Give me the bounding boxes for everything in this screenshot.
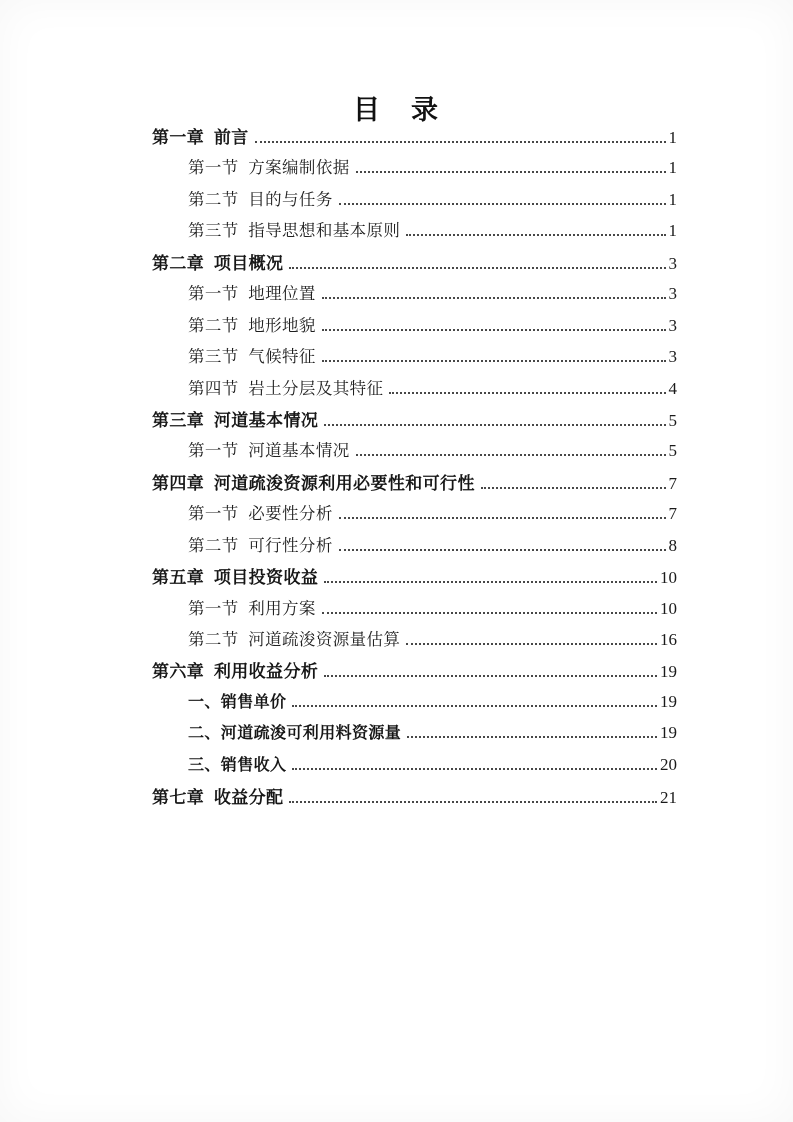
toc-entry-label: 第二章 项目概况	[152, 253, 284, 273]
toc-entry-page-number: 3	[668, 253, 677, 273]
toc-entry	[0, 437, 793, 468]
toc-list	[0, 123, 793, 815]
dot-leader	[324, 581, 657, 583]
toc-entry-page-number: 1	[668, 189, 677, 209]
toc-entry-label: 第四章 河道疏浚资源利用必要性和可行性	[152, 473, 475, 493]
toc-entry	[0, 752, 793, 783]
dot-leader	[339, 549, 666, 551]
toc-entry-page-number: 3	[668, 284, 677, 304]
toc-entry-label: 第一节 利用方案	[188, 598, 316, 618]
toc-entry	[0, 563, 793, 594]
toc-entry-page-number: 19	[660, 691, 677, 711]
toc-entry	[0, 469, 793, 500]
dot-leader	[292, 768, 657, 770]
dot-leader	[255, 141, 666, 143]
toc-entry-page-number: 3	[668, 347, 677, 367]
toc-entry-page-number: 1	[668, 128, 677, 147]
dot-leader	[356, 454, 666, 456]
toc-entry-label: 第一节 必要性分析	[188, 504, 333, 524]
page-title: 目 录	[353, 95, 440, 125]
toc-entry	[0, 500, 793, 531]
dot-leader	[324, 675, 657, 677]
toc-entry	[0, 123, 793, 154]
dot-leader	[356, 171, 666, 173]
toc-entry-label: 第三章 河道基本情况	[152, 410, 319, 430]
dot-leader	[289, 801, 657, 803]
toc-entry-page-number: 16	[660, 630, 677, 649]
toc-entry	[0, 154, 793, 185]
toc-entry-label: 第三节 指导思想和基本原则	[188, 221, 401, 241]
toc-entry-page-number: 8	[668, 535, 677, 555]
toc-entry-label: 第一节 方案编制依据	[188, 158, 350, 178]
dot-leader	[289, 267, 665, 269]
toc-entry	[0, 186, 793, 217]
dot-leader	[389, 392, 665, 394]
toc-entry-label: 第二节 目的与任务	[188, 189, 333, 209]
dot-leader	[322, 297, 666, 299]
toc-entry	[0, 217, 793, 248]
toc-entry-label: 第一章 前言	[152, 128, 249, 147]
dot-leader	[339, 517, 666, 519]
toc-entry-label: 第二节 可行性分析	[188, 535, 333, 555]
toc-entry-label: 第七章 收益分配	[152, 788, 284, 808]
toc-entry	[0, 657, 793, 688]
dot-leader	[292, 705, 657, 707]
toc-entry	[0, 532, 793, 563]
toc-entry-label: 第五章 项目投资收益	[152, 568, 319, 588]
toc-entry	[0, 280, 793, 311]
dot-leader	[406, 643, 657, 645]
toc-entry-page-number: 20	[660, 754, 677, 774]
toc-entry-label: 二、河道疏浚可利用料资源量	[188, 725, 402, 743]
toc-entry-label: 第二节 河道疏浚资源量估算	[188, 630, 401, 649]
dot-leader	[322, 360, 666, 362]
dot-leader	[481, 487, 666, 489]
toc-entry	[0, 343, 793, 374]
toc-entry-page-number: 7	[668, 504, 677, 524]
toc-entry	[0, 406, 793, 437]
toc-entry-page-number: 3	[668, 315, 677, 335]
toc-entry-page-number: 19	[660, 662, 677, 682]
toc-entry	[0, 312, 793, 343]
toc-entry-page-number: 10	[660, 568, 677, 588]
toc-entry-label: 第四节 岩土分层及其特征	[188, 378, 384, 398]
dot-leader	[322, 612, 657, 614]
toc-entry-label: 第一节 地理位置	[188, 284, 316, 304]
toc-entry	[0, 595, 793, 626]
toc-entry-page-number: 5	[668, 410, 677, 430]
toc-entry-label: 第一节 河道基本情况	[188, 441, 350, 461]
toc-entry-label: 第六章 利用收益分析	[152, 662, 319, 682]
toc-entry-label: 第三节 气候特征	[188, 347, 316, 367]
toc-entry	[0, 689, 793, 720]
toc-entry-label: 第二节 地形地貌	[188, 315, 316, 335]
dot-leader	[407, 736, 657, 738]
dot-leader	[406, 234, 665, 236]
dot-leader	[339, 203, 666, 205]
toc-entry	[0, 783, 793, 814]
toc-entry-page-number: 1	[668, 158, 677, 178]
dot-leader	[324, 424, 665, 426]
toc-entry-page-number: 19	[660, 723, 677, 743]
toc-entry	[0, 249, 793, 280]
toc-entry	[0, 626, 793, 657]
toc-entry-page-number: 7	[668, 473, 677, 493]
toc-entry-page-number: 5	[668, 441, 677, 461]
toc-entry-page-number: 21	[660, 788, 677, 808]
toc-entry-label: 三、销售收入	[188, 756, 287, 774]
toc-entry-page-number: 4	[668, 378, 677, 398]
dot-leader	[322, 329, 666, 331]
toc-entry-page-number: 10	[660, 598, 677, 618]
toc-entry	[0, 375, 793, 406]
toc-entry	[0, 720, 793, 751]
toc-entry-label: 一、销售单价	[188, 693, 287, 711]
toc-entry-page-number: 1	[668, 221, 677, 241]
